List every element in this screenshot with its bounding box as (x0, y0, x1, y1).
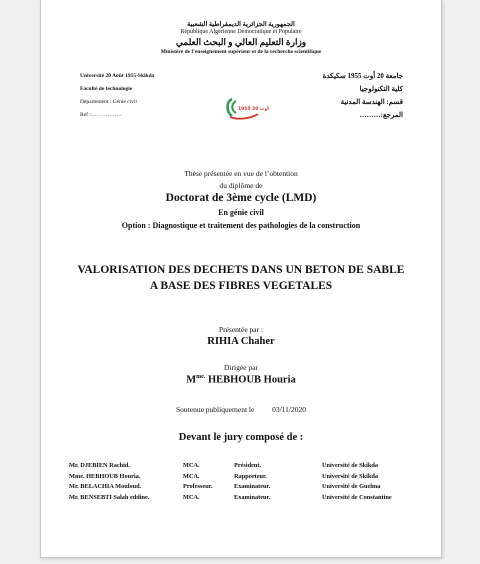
jury-member-name: Mr. BELACHIA Mouloud. (69, 483, 142, 490)
jury-member-name: Mme. HEBHOUB Houria. (69, 472, 141, 480)
jury-heading: Devant le jury composé de : (178, 432, 304, 443)
jury-member-institution: Université de Skikda (322, 462, 378, 469)
institution-info-french (80, 70, 154, 122)
jury-member-institution: Université de Skikda (322, 472, 378, 480)
department-label: Département : Génie civil (80, 99, 137, 105)
thesis-presented-for: Thèse présentée en vue de l’obtention (184, 169, 298, 178)
author-name: RIHIA Chaher (207, 336, 275, 347)
thesis-title-line2: A BASE DES FIBRES VEGETALES (149, 280, 333, 292)
defense-line (41, 405, 441, 414)
institution-info-arabic (323, 70, 403, 122)
director-title: M (186, 374, 197, 386)
republic-arabic: الجمهورية الجزائرية الديمقراطية الشعبية (187, 21, 295, 28)
diploma-of: du diplôme de (219, 181, 263, 190)
jury-table (69, 462, 419, 504)
jury-member-institution: Université de Guelma (322, 483, 381, 490)
jury-member-grade: Professeur. (183, 483, 213, 490)
reference-arabic-label: المرجع:……… (359, 111, 403, 119)
thesis-title-line1: VALORISATION DES DECHETS DANS UN BETON DE SABLE (77, 264, 405, 276)
jury-member-role: Président. (234, 462, 262, 469)
faculty-label: Faculté de technologie (80, 86, 133, 92)
ministry-arabic: وزارة التعليم العالي و البحث العلمي (175, 37, 307, 47)
jury-member-grade: MCA. (183, 472, 200, 480)
jury-member-grade: MCA. (183, 462, 200, 469)
reference-label: Ref :…………….. (80, 112, 122, 118)
defended-date: 03/11/2020 (272, 405, 306, 414)
jury-member-role: Examinateur. (234, 483, 271, 490)
jury-member-role: Examinateur. (234, 493, 271, 501)
director-name (41, 374, 441, 386)
director-title-sup: me. (196, 374, 206, 380)
document-page (40, 0, 442, 558)
directed-by-label: Dirigée par (224, 363, 258, 372)
doctorate-title: Doctorat de 3ème cycle (LMD) (165, 192, 317, 204)
jury-row (69, 494, 419, 505)
director-surname: HEBHOUB Houria (205, 374, 296, 386)
ministry-french: Ministère de l’enseignement supérieur et de la recherche scientifique (160, 49, 322, 55)
option-label: Option : Diagnostique et traitement des pathologies de la construction (121, 221, 361, 230)
jury-row (69, 483, 419, 494)
defended-label: Soutenue publiquement le (176, 405, 255, 414)
jury-row (69, 473, 419, 484)
field-label: En génie civil (218, 208, 264, 217)
department-arabic-label: قسم: الهندسة المدنية (340, 98, 403, 106)
presented-by-label: Présentée par : (218, 325, 264, 334)
jury-member-name: Mr. BENSEBTI Salah eddine. (69, 493, 150, 501)
university-label: Université 20 Août 1955-Skikda (80, 73, 155, 79)
faculty-arabic-label: كلية التكنولوجيا (359, 85, 403, 93)
university-logo (224, 96, 269, 120)
logo-text: 1955 أوت 20 (238, 107, 269, 112)
jury-member-name: Mr. DJEBIEN Rachid. (69, 462, 130, 469)
jury-member-grade: MCA. (183, 493, 200, 501)
jury-row (69, 462, 419, 473)
university-arabic-label: جامعة 20 أوت 1955 سكيكدة (322, 72, 403, 80)
republic-french: République Algérienne Démocratique et Populaire (180, 29, 302, 35)
jury-member-role: Rapporteur. (234, 472, 267, 480)
jury-member-institution: Université de Constantine (322, 493, 392, 501)
